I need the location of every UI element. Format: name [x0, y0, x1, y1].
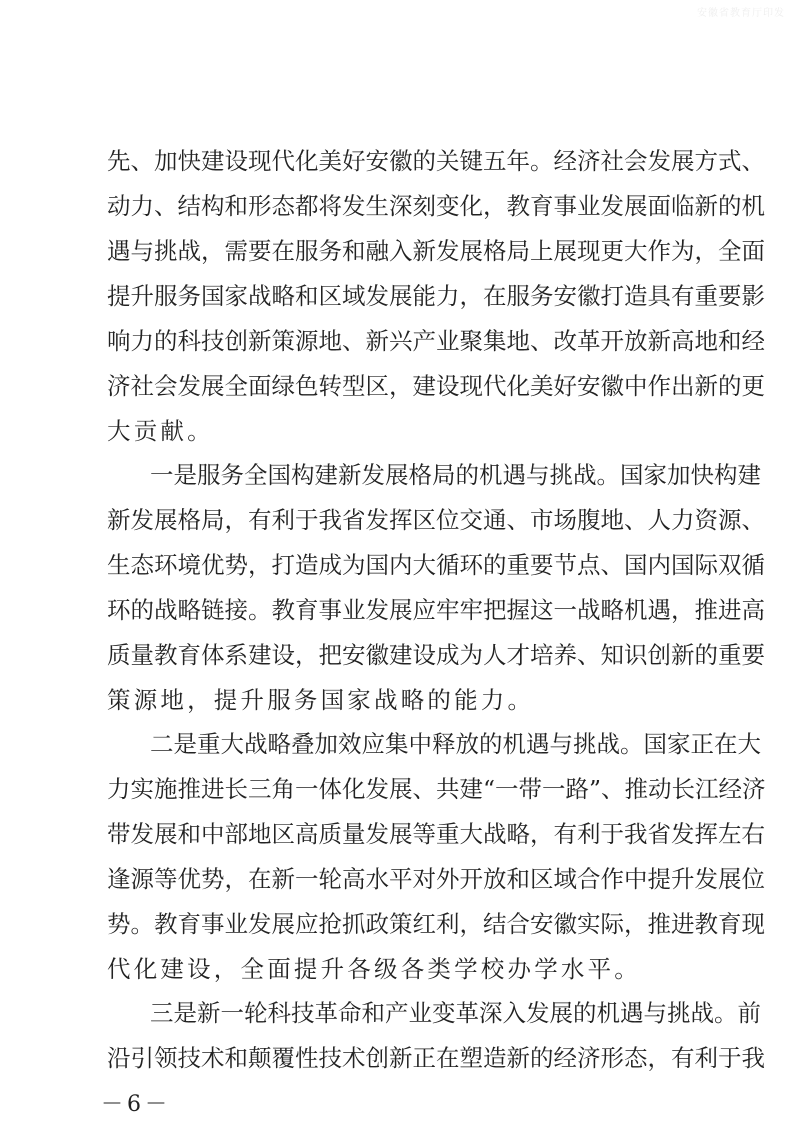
- page-number: －6－: [101, 1092, 171, 1117]
- text-line: 逢 源 等 优 势 ， 在 新 一 轮 高 水 平 对 外 开 放 和 区 域 合 作 中 提 升 发 展 位: [107, 865, 765, 893]
- text-line: 代化建设，全面提升各级各类学校办学水平。: [107, 955, 641, 983]
- text-line: 势 。 教 育 事 业 发 展 应 抢 抓 政 策 红 利 ， 结 合 安 徽 实 际 ， 推 进 教 育 现: [107, 910, 765, 938]
- paragraph-heading-line: 一 是 服 务 全 国 构 建 新 发 展 格 局 的 机 遇 与 挑 战 。 国 家 加 快 构 建: [150, 461, 761, 489]
- text-line: 动 力 、 结 构 和 形 态 都 将 发 生 深 刻 变 化 ， 教 育 事 业 发 展 面 临 新 的 机: [107, 192, 765, 220]
- text-line: 环 的 战 略 链 接 。 教 育 事 业 发 展 应 牢 牢 把 握 这 一 战 略 机 遇 ， 推 进 高: [107, 596, 765, 624]
- text-line: 策源地，提升服务国家战略的能力。: [107, 686, 535, 714]
- text-line: 新 发 展 格 局 ， 有 利 于 我 省 发 挥 区 位 交 通 、 市 场 腹 地 、 人 力 资 源 、: [107, 506, 765, 534]
- text-line: 响 力 的 科 技 创 新 策 源 地 、 新 兴 产 业 聚 集 地 、 改 革 开 放 新 高 地 和 经: [107, 327, 765, 355]
- paragraph-heading-line: 三 是 新 一 轮 科 技 革 命 和 产 业 变 革 深 入 发 展 的 机 遇 与 挑 战 。 前: [150, 999, 761, 1027]
- text-line: 力 实 施 推 进 长 三 角 一 体 化 发 展 、 共 建 “ 一 带 一 路 ” 、 推 动 长 江 经 济: [107, 775, 766, 803]
- text-line: 生 态 环 境 优 势 ， 打 造 成 为 国 内 大 循 环 的 重 要 节 点 、 国 内 国 际 双 循: [107, 551, 765, 579]
- text-line: 大贡献。: [107, 417, 214, 445]
- text-line: 质 量 教 育 体 系 建 设 ， 把 安 徽 建 设 成 为 人 才 培 养 、 知 识 创 新 的 重 要: [107, 641, 765, 669]
- text-line: 遇 与 挑 战 ， 需 要 在 服 务 和 融 入 新 发 展 格 局 上 展 现 更 大 作 为 ， 全 面: [107, 237, 765, 265]
- watermark: 安徽省教育厅印发: [697, 8, 785, 19]
- text-line: 带 发 展 和 中 部 地 区 高 质 量 发 展 等 重 大 战 略 ， 有 利 于 我 省 发 挥 左 右: [107, 820, 765, 848]
- text-line: 提 升 服 务 国 家 战 略 和 区 域 发 展 能 力 ， 在 服 务 安 徽 打 造 具 有 重 要 影: [107, 282, 765, 310]
- text-line: 先 、 加 快 建 设 现 代 化 美 好 安 徽 的 关 键 五 年 。 经 济 社 会 发 展 方 式 、: [107, 147, 765, 175]
- text-line: 济 社 会 发 展 全 面 绿 色 转 型 区 ， 建 设 现 代 化 美 好 安 徽 中 作 出 新 的 更: [107, 372, 765, 400]
- text-line: 沿 引 领 技 术 和 颠 覆 性 技 术 创 新 正 在 塑 造 新 的 经 济 形 态 ， 有 利 于 我: [107, 1044, 765, 1072]
- paragraph-heading-line: 二 是 重 大 战 略 叠 加 效 应 集 中 释 放 的 机 遇 与 挑 战 。 国 家 正 在 大: [150, 730, 761, 758]
